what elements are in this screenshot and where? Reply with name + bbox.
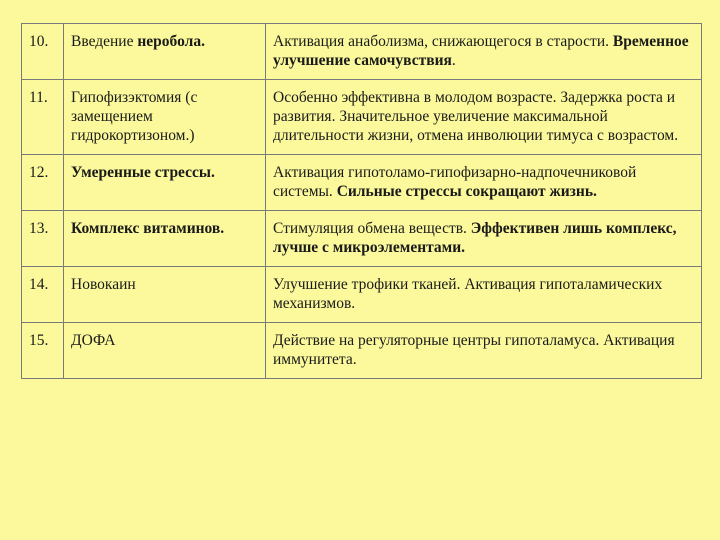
method-text-segment: Умеренные стрессы.	[71, 164, 215, 181]
method-text-segment: ДОФА	[71, 332, 116, 349]
row-number: 15.	[22, 323, 64, 379]
method-cell	[64, 24, 266, 80]
method-cell	[64, 211, 266, 267]
table-row	[22, 80, 702, 155]
method-text-segment: Гипофизэктомия (с замещением гидрокортизоном.)	[71, 89, 198, 144]
table-row	[22, 24, 702, 80]
method-cell	[64, 155, 266, 211]
effect-text-segment: Действие на регуляторные центры гипоталамуса. Активация иммунитета.	[273, 332, 675, 368]
effect-cell	[266, 155, 702, 211]
effect-text-segment: .	[451, 52, 456, 69]
method-text-segment: Новокаин	[71, 276, 136, 293]
method-cell	[64, 323, 266, 379]
table-row	[22, 267, 702, 323]
effect-text-segment: Особенно эффективна в молодом возрасте. Задержка роста и развития. Значительное увеличение максимальной длительности жизни, отмена инволюции тимуса с возрастом.	[273, 89, 679, 144]
table-row	[22, 155, 702, 211]
effect-text-segment: Активация гипотоламо-гипофизарно-надпочечниковой системы.	[273, 164, 637, 200]
table-row	[22, 211, 702, 267]
table-row	[22, 323, 702, 379]
row-number: 12.	[22, 155, 64, 211]
method-text-segment: Введение	[71, 33, 138, 50]
row-number: 14.	[22, 267, 64, 323]
methods-table	[21, 23, 702, 379]
row-number: 10.	[22, 24, 64, 80]
effect-cell	[266, 80, 702, 155]
effect-cell	[266, 211, 702, 267]
method-cell	[64, 267, 266, 323]
effect-cell	[266, 323, 702, 379]
method-text-segment: неробола.	[137, 33, 205, 50]
effect-text-segment: Активация анаболизма, снижающегося в старости.	[273, 33, 613, 50]
effect-cell	[266, 267, 702, 323]
effect-text-segment: Эффективен лишь комплекс, лучше с микроэлементами.	[273, 220, 677, 256]
row-number: 13.	[22, 211, 64, 267]
methods-table-body	[22, 24, 702, 379]
row-number: 11.	[22, 80, 64, 155]
effect-text-segment: Временное улучшение самочувствия	[273, 33, 689, 69]
method-cell	[64, 80, 266, 155]
effect-text-segment: Стимуляция обмена веществ.	[273, 220, 471, 237]
method-text-segment: Комплекс витаминов.	[71, 220, 225, 237]
effect-cell	[266, 24, 702, 80]
effect-text-segment: Улучшение трофики тканей. Активация гипоталамических механизмов.	[273, 276, 663, 312]
effect-text-segment: Сильные стрессы сокращают жизнь.	[336, 183, 597, 200]
